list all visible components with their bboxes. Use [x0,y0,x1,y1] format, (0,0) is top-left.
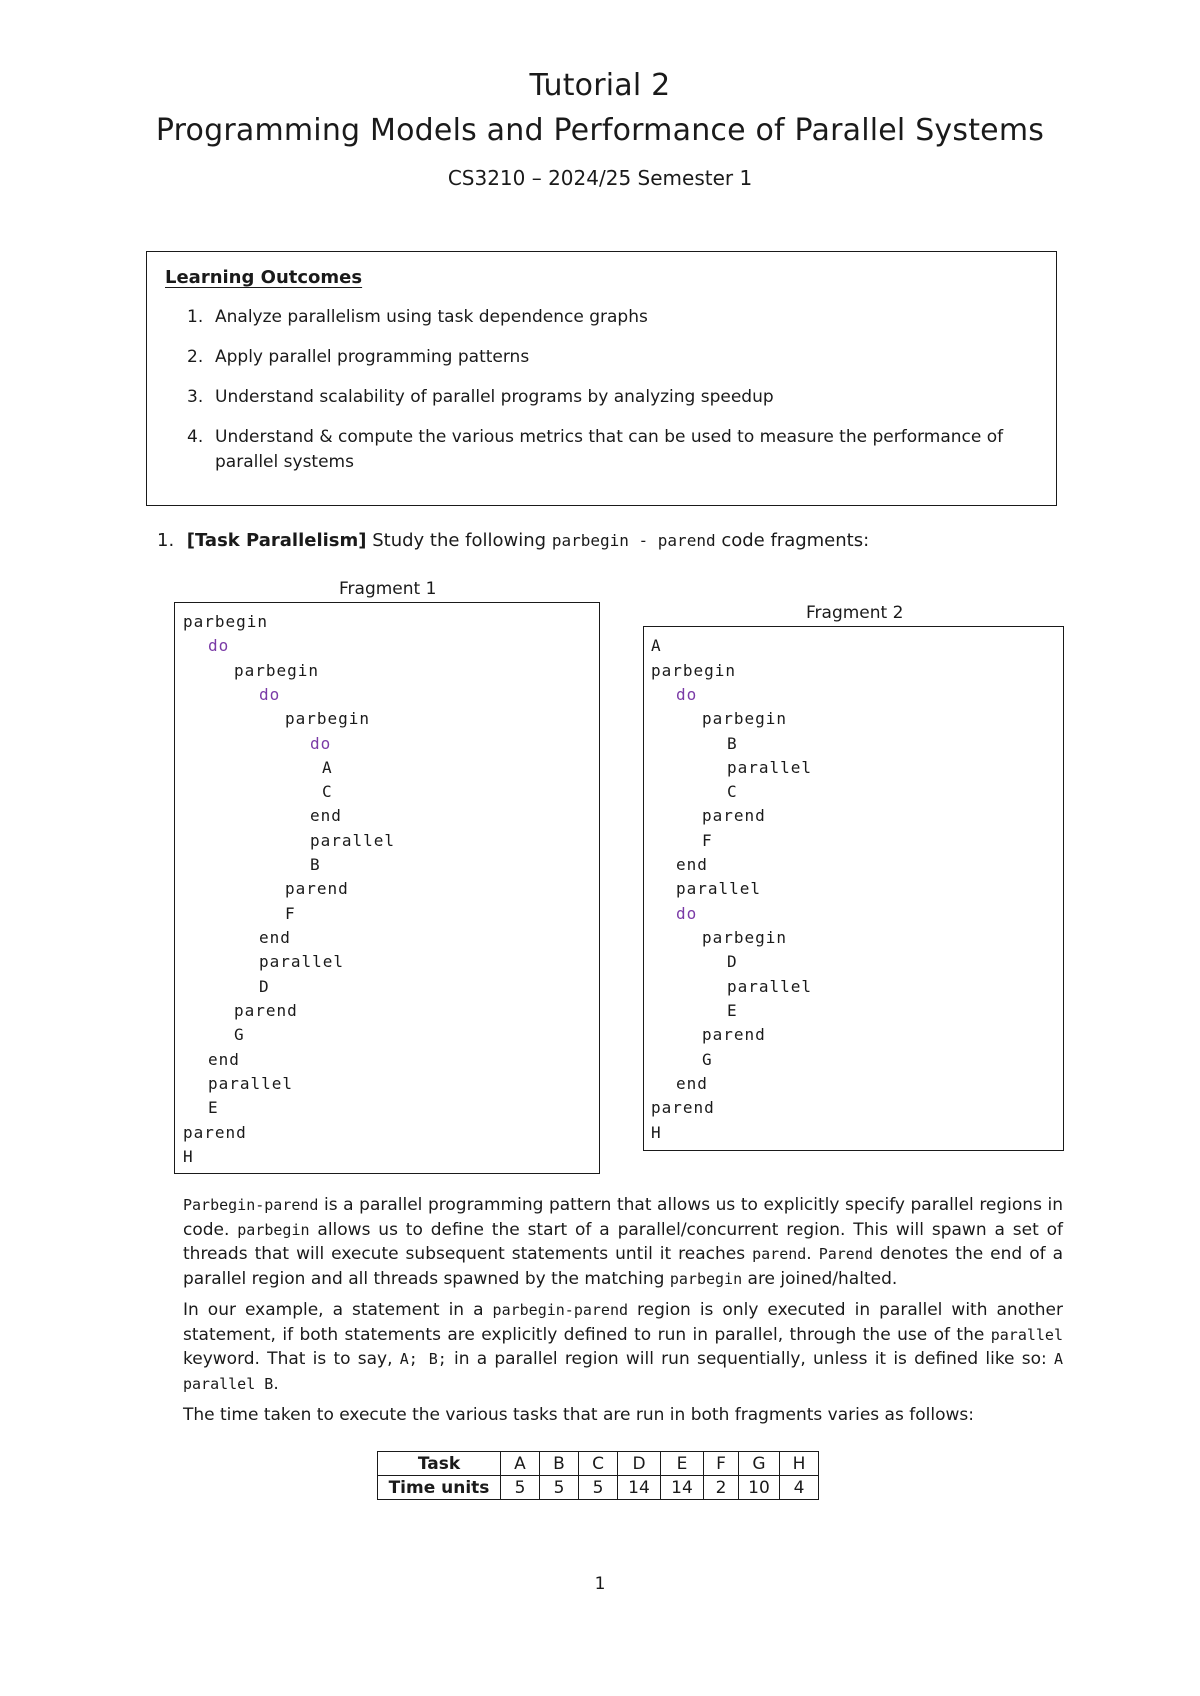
paragraph-text: are joined/halted. [742,1268,898,1289]
paragraph-parbegin-definition [183,1193,1063,1291]
fragment-1-label: Fragment 1 [339,579,437,599]
code-line: parbegin [702,928,788,947]
document-title-subject: Programming Models and Performance of Parallel Systems [155,113,1045,148]
code-line: F [702,831,713,850]
code-line: parallel [727,977,813,996]
inline-code: A; B; [399,1350,447,1368]
code-line: do [310,734,332,753]
outcome-item [187,425,1045,475]
outcome-text: Understand & compute the various metrics that can be used to measure the performance of parallel systems [215,427,1004,472]
table-cell-time: 5 [579,1476,618,1500]
code-line: end [208,1050,240,1069]
outcome-text: Apply parallel programming patterns [215,347,530,367]
table-cell-task: B [540,1452,579,1476]
inline-code: Parbegin-parend [183,1196,319,1214]
code-line: A [651,636,662,655]
code-line: C [322,782,333,801]
code-line: parallel [259,952,345,971]
code-line: parend [702,1025,766,1044]
paragraph-text: in a parallel region will run sequentially, unless it is defined like so: [446,1349,1054,1369]
code-line: parbegin [285,709,371,728]
table-cell-task: H [780,1452,819,1476]
table-cell-time: 2 [704,1476,739,1500]
paragraph-text: . [273,1373,279,1394]
outcome-item [187,305,1045,330]
outcome-number: 4. [187,427,204,447]
learning-outcomes-heading: Learning Outcomes [165,267,363,288]
document-title: Tutorial 2 [529,68,671,103]
code-line: parbegin [234,661,320,680]
paragraph-text: region is only executed in parallel with another statement, if both statements are explicitly defined to run in parallel, through the use of the [183,1300,1063,1345]
code-line: B [727,734,738,753]
code-line: do [259,685,281,704]
code-line: parend [285,879,349,898]
inline-code: parallel [990,1325,1063,1344]
code-line: end [259,928,291,947]
code-line: E [208,1098,219,1117]
question-code: parbegin - parend [551,531,716,550]
inline-code: parend [752,1245,807,1263]
table-row [378,1452,819,1476]
table-cell-time: 5 [501,1476,540,1500]
outcome-item [187,345,1045,370]
table-cell-time: 4 [780,1476,819,1500]
code-line: end [310,806,342,825]
code-line: H [651,1123,662,1142]
question-number: 1. [157,530,175,551]
paragraph-time-intro: The time taken to execute the various tasks that are run in both fragments varies as follows: [183,1405,974,1425]
table-row [378,1476,819,1500]
outcome-number: 1. [187,307,204,327]
outcome-text: Analyze parallelism using task dependence graphs [215,307,648,327]
code-line: parend [651,1098,715,1117]
task-time-table [377,1451,819,1500]
outcome-number: 2. [187,347,204,367]
code-line: parallel [727,758,813,777]
code-line: do [208,636,230,655]
question-title: [Task Parallelism] [186,530,367,551]
code-line: end [676,855,708,874]
code-line: G [702,1050,713,1069]
table-header-task: Task [378,1452,501,1476]
code-line: parallel [208,1074,294,1093]
code-line: D [259,977,270,996]
code-line: parbegin [183,612,269,631]
outcome-number: 3. [187,387,204,407]
code-line: end [676,1074,708,1093]
table-cell-task: E [661,1452,704,1476]
code-line: G [234,1025,245,1044]
code-line: parallel [310,831,396,850]
question-text: code fragments: [721,530,870,551]
paragraph-text: is a parallel programming pattern that allows us to explicitly specify parallel regions in code. [183,1195,1063,1240]
course-subtitle: CS3210 – 2024/25 Semester 1 [447,166,753,190]
code-line: B [310,855,321,874]
outcome-item [187,385,1045,410]
inline-code: parbegin-parend [492,1301,629,1319]
inline-code: A parallel B [183,1350,1064,1393]
paragraph-text: allows us to define the start of a parallel/concurrent region. This will spawn a set of threads that will execute subsequent statements until it reaches [183,1219,1064,1264]
code-line: E [727,1001,738,1020]
paragraph-parallel-example [183,1298,1063,1396]
page-number: 1 [594,1574,606,1594]
code-line: A [322,758,333,777]
table-header-time: Time units [378,1476,501,1500]
question-1-intro [157,530,869,551]
table-cell-time: 14 [661,1476,704,1500]
table-cell-task: D [618,1452,661,1476]
inline-code: parbegin [669,1269,743,1288]
code-line: do [676,685,698,704]
code-line: do [676,904,698,923]
inline-code: Parend [818,1245,873,1263]
table-cell-time: 14 [618,1476,661,1500]
code-line: F [285,904,296,923]
code-line: C [727,782,738,801]
code-line: parbegin [651,661,737,680]
table-cell-task: A [501,1452,540,1476]
inline-code: parbegin [237,1220,310,1239]
paragraph-text: In our example, a statement in a [183,1300,493,1320]
paragraph-text: denotes the end of a parallel region and all threads spawned by the matching [183,1244,1064,1289]
code-line: parallel [676,879,762,898]
table-cell-task: F [704,1452,739,1476]
table-cell-time: 5 [540,1476,579,1500]
fragment-2-label: Fragment 2 [806,603,904,623]
table-cell-task: C [579,1452,618,1476]
code-line: H [183,1147,194,1166]
code-line: D [727,952,738,971]
paragraph-text: keyword. That is to say, [183,1349,400,1369]
paragraph-text: . [806,1244,819,1264]
code-line: parend [702,806,766,825]
code-line: parbegin [702,709,788,728]
learning-outcomes-box [146,251,1057,506]
code-line: parend [183,1123,247,1142]
question-text: Study the following [372,530,547,551]
table-cell-task: G [739,1452,780,1476]
code-line: parend [234,1001,298,1020]
outcome-text: Understand scalability of parallel programs by analyzing speedup [215,387,774,407]
table-cell-time: 10 [739,1476,780,1500]
